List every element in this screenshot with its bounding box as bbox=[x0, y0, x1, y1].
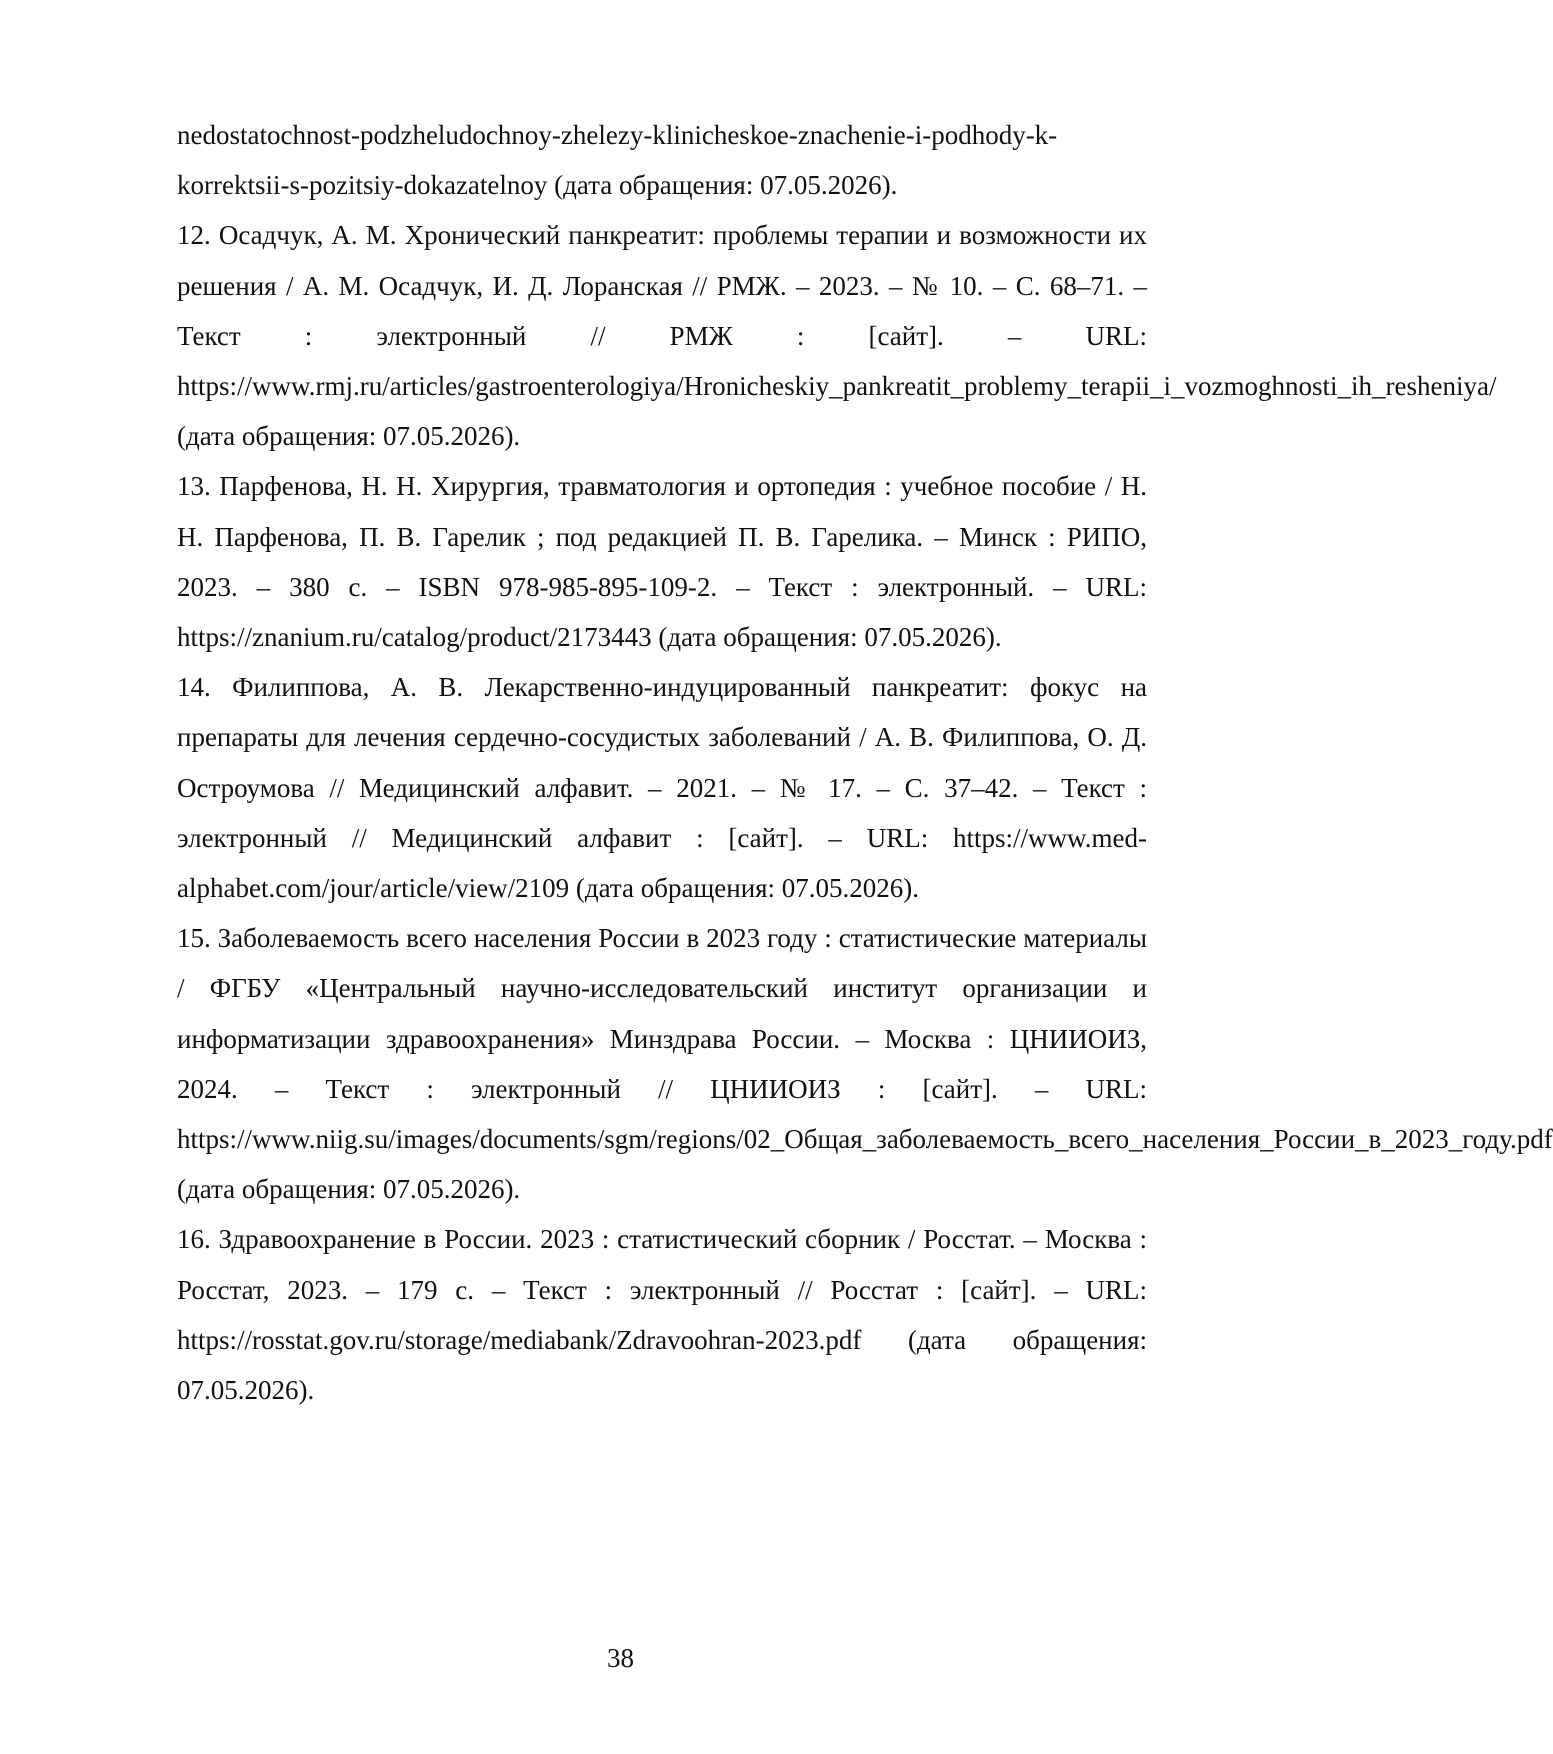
reference-item-13 bbox=[177, 461, 1147, 662]
reference-text: 15. Заболеваемость всего населения России в 2023 году : статистические материалы / ФГБУ «Центральный научно-исследовательский институт организации и информатизации здравоохранения» Минздрава России. – Москва : ЦНИИОИЗ, 2024. – Текст : электронный // ЦНИИОИЗ : [сайт]. – URL: https://www.niig.su/images/documents/sgm/regions/02_Общая_заболеваемость_всего_населения_России_в_2023_году.pdf (дата обращения: 07.05.2026). bbox=[177, 923, 1553, 1205]
reference-text: 14. Филиппова, А. В. Лекарственно-индуцированный панкреатит: фокус на препараты для лечения сердечно-сосудистых заболеваний / А. В. Филиппова, О. Д. Остроумова // Медицинский алфавит. – 2021. – № 17. – С. 37–42. – Текст : электронный // Медицинский алфавит : [сайт]. – URL: https://www.med-alphabet.com/jour/article/view/2109 (дата обращения: 07.05.2026). bbox=[177, 672, 1147, 904]
reference-item-15 bbox=[177, 913, 1553, 1214]
reference-text: 12. Осадчук, А. М. Хронический панкреатит: проблемы терапии и возможности их решения / А. М. Осадчук, И. Д. Лоранская // РМЖ. – 2023. – № 10. – С. 68–71. – Текст : электронный // РМЖ : [сайт]. – URL: https://www.rmj.ru/articles/gastroenterologiya/Hronicheskiy_pankreatit_problemy_terapii_i_vozmoghnosti_ih_resheniya/ (дата обращения: 07.05.2026). bbox=[177, 220, 1497, 452]
page-number: 38 bbox=[607, 1643, 634, 1673]
reference-item-16 bbox=[177, 1214, 1147, 1415]
reference-text: 13. Парфенова, Н. Н. Хирургия, травматология и ортопедия : учебное пособие / Н. Н. Парфенова, П. В. Гарелик ; под редакцией П. В. Гарелика. – Минск : РИПО, 2023. – 380 с. – ISBN 978-985-895-109-2. – Текст : электронный. – URL: https://znanium.ru/catalog/product/2173443 (дата обращения: 07.05.2026). bbox=[177, 471, 1147, 653]
reference-list bbox=[177, 110, 1553, 1415]
reference-item-11-continued bbox=[177, 110, 1147, 210]
reference-text: nedostatochnost-podzheludochnoy-zhelezy-klinicheskoe-znachenie-i-podhody-k-korrektsii-s-pozitsiy-dokazatelnoy (дата обращения: 07.05.2026). bbox=[177, 120, 1058, 201]
reference-text: 16. Здравоохранение в России. 2023 : статистический сборник / Росстат. – Москва : Росстат, 2023. – 179 с. – Текст : электронный // Росстат : [сайт]. – URL: https://rosstat.gov.ru/storage/mediabank/Zdravoohran-2023.pdf (дата обращения: 07.05.2026). bbox=[177, 1224, 1147, 1406]
reference-item-14 bbox=[177, 662, 1147, 913]
reference-item-12 bbox=[177, 210, 1497, 461]
